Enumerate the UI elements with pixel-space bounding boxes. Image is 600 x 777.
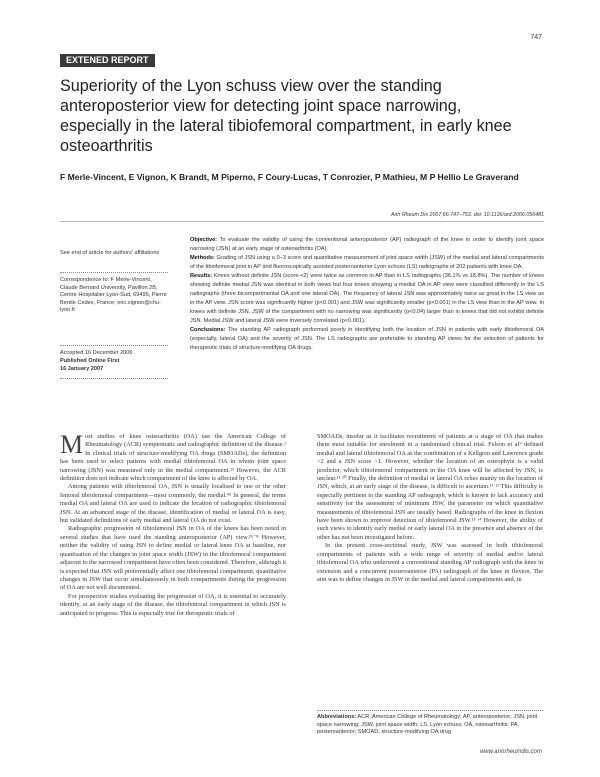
drop-cap: M <box>60 430 84 459</box>
published-date: 16 January 2007 <box>60 366 104 372</box>
citation: Ann Rheum Dis 2007;66:747–753. doi: 10.1136/ard.2006.056481 <box>390 212 544 218</box>
abbreviations-text: ACR, American College of Rheumatology; AP, anteroposterior; JSN, joint space narrowing; JSW, joint space width; LS, Lyon schuss; OA, osteoarthritis; PA, posteroanterior; SMOAD, structure-modifying OA drug <box>317 714 538 735</box>
objective-text: To evaluate the validity of using the conventional anteroposterior (AP) radiograph of the knee in order to identify joint space narrowing (JSN) at an early stage of osteoarthritis (OA). <box>190 237 544 252</box>
abbreviations-label: Abbreviations: <box>317 714 357 720</box>
abstract-objective <box>190 236 544 254</box>
correspondence: Correspondence to: F Merle-Vincent, Claude Bernard University, Pavillon 2B, Centre Hospitalier Lyon-Sud, 69495, Pierre Benite Cedex, France; eric.vignon@chu-lyon.fr <box>60 277 167 314</box>
abstract <box>190 236 544 353</box>
conclusions-text: The standing AP radiograph performed poorly in identifying both the location of JSN in patients with early tibiofemoral OA (especially, lateral OA) and the severity of JSN. The LS radiographs are preferable to standing AP views for the selection of patients for therapeutic trials of structure-modifying OA drugs. <box>190 327 544 351</box>
header-divider <box>60 221 544 222</box>
objective-label: Objective: <box>190 237 218 243</box>
paragraph: Radiographic progression of tibiofemoral JSN in OA of the knees has been noted in several studies that have used the standing anteroposterior (AP) view.²⁶⁻⁸ However, neither the validity of using JSN to define medial or lateral knee OA at baseline, nor quantisation of the changes in joint space width (JSW) in the tibiofemoral compartment adjacent to the narrowed compartment have often been considered. Therefore, although it is expected that JSN will preferentially affect one tibiofemoral compartment, quantitative changes in JSW that occur simultaneously in both compartments during the progression of OA are not well documented. <box>60 525 286 592</box>
paragraph: For prospective studies evaluating the progression of OA, it is essential to accurately identify, at an early stage of the disease, the tibiofemoral compartment in which JSN is anticipated to progress. This is especially true for therapeutic trials of <box>60 592 286 617</box>
affiliations-note: See end of article for authors' affiliations <box>60 250 160 256</box>
body-left-column <box>60 430 286 618</box>
paragraph: SMOADs, insofar as it facilitates recruitment of patients at a stage of OA that makes them most suitable for enrolment in a randomised clinical trial. Felson et al⁹ defined medial and lateral tibiofemoral OA as the combination of a Kellgren and Lawrence grade >2 and a JSN score >1. However, whether the location of an osteophyte is a valid predictor, which tibiofemoral compartment in the OA knee will be affected by JSN, is unclear.¹¹ ¹⁰ Finally, the definition of medial or lateral OA relies mainly on the location of JSN, which, at an early stage of the disease, is difficult to ascertain.¹¹ ¹² This difficulty is especially pertinent to the standing AP radiograph, which is known to lack accuracy and sensitivity for the assessment of minimum JSW, the parameter on which quantitative measurements of tibiofemoral JSN are usually based. Radiographs of the knee in flexion have been shown to improve detection of tibiofemoral JSW.¹³ ¹⁴ However, the ability of such views to identify early medial or early lateral OA in the presence and absence of the other has not been investigated before. <box>317 433 543 541</box>
abbreviations <box>317 714 543 737</box>
abstract-methods <box>190 254 544 272</box>
abbreviations-divider <box>317 710 543 711</box>
body-right-column <box>317 433 543 584</box>
paragraph: Among patients with tibiofemoral OA, JSN is usually localised to one or the other femoral tibiofemoral compartment—most commonly, the medial.⁴⁵ In general, the terms medial OA and lateral OA are used to indicate the location of radiographic tibiofemoral JSN. At an advanced stage of the disease, identification of medial or lateral OA is easy, but validated definitions of early medial and lateral OA do not exist. <box>60 483 286 525</box>
abstract-results <box>190 272 544 326</box>
published-label: Published Online First <box>60 358 120 364</box>
sidebar-divider <box>60 345 168 346</box>
paragraph: In the present cross-sectional study, JSW was assessed in both tibiofemoral compartments of patients with a wide range of severity of medial and/or lateral tibiofemoral OA who underwent a conventional standing AP radiograph with the knee in extension and a concurrent posteroanterior (PA) radiograph of the knee in flexion. The aim was to define changes in JSW in the medial and lateral compartments and, in <box>317 542 543 583</box>
abstract-conclusions <box>190 326 544 353</box>
paragraph-text: ost studies of knee osteoarthritis (OA) use the American College of Rheumatology (ACR) symptomatic and radiographic definition of the disease.¹ In clinical trials of structure-modifying OA drugs (SMOADs), the definition has been used to select patients with medial tibiofemoral OA in whom joint space narrowing (JSN) was measured only in the medial compartment.²³ However, the ACR definition does not indicate which compartment of the knee is affected by OA. <box>60 433 286 483</box>
methods-text: Grading of JSN using a 0–3 score and quantitative measurement of joint space width (JSW) of the medial and lateral compartments of the tibiofemoral joint in AP and fluoroscopically assisted posteroanterior Lyon schuss (LS) radiographs of 202 patients with knee OA. <box>190 255 544 270</box>
sidebar-divider <box>60 378 168 379</box>
page-number: 747 <box>530 34 542 41</box>
paragraph <box>60 430 286 483</box>
results-text: Knees without definite JSN (score <2) were twice as common in AP than in LS radiographs (36.1% vs 18.8%). The number of knees showing definite medial JSN was identical in both views but four knees showing a medial OA in AP view were classified differently in the LS radiographs (three bicompartmental OA and one lateral OA). The frequency of lateral JSN was approximately twice as great in the LS view as in the AP view. JSN score was significantly higher (p<0.001) and JSW was significantly smaller (p<0.001) in the LS view than in the AP view. In knees with definite JSN, JSW of the compartment with no narrowing was significantly (p<0.04) larger than in knees that did not exhibit definite JSN. Medial JSW and lateral JSW were inversely correlated (p<0.001). <box>190 273 545 324</box>
authors: F Merle-Vincent, E Vignon, K Brandt, M Piperno, F Coury-Lucas, T Conrozier, P Mathieu, M P Hellio Le Graverand <box>60 172 519 182</box>
results-label: Results: <box>190 273 213 279</box>
accepted-date: Accepted 16 December 2006 <box>60 350 133 356</box>
journal-website: www.annrheumdis.com <box>479 749 542 755</box>
conclusions-label: Conclusions: <box>190 327 226 333</box>
methods-label: Methods: <box>190 255 215 261</box>
section-banner: EXTENED REPORT <box>60 54 155 67</box>
sidebar-divider <box>60 272 168 273</box>
article-title: Superiority of the Lyon schuss view over the standing anteroposterior view for detecting joint space narrowing, especially in the lateral tibiofemoral compartment, in early knee osteoarthritis <box>60 77 512 155</box>
